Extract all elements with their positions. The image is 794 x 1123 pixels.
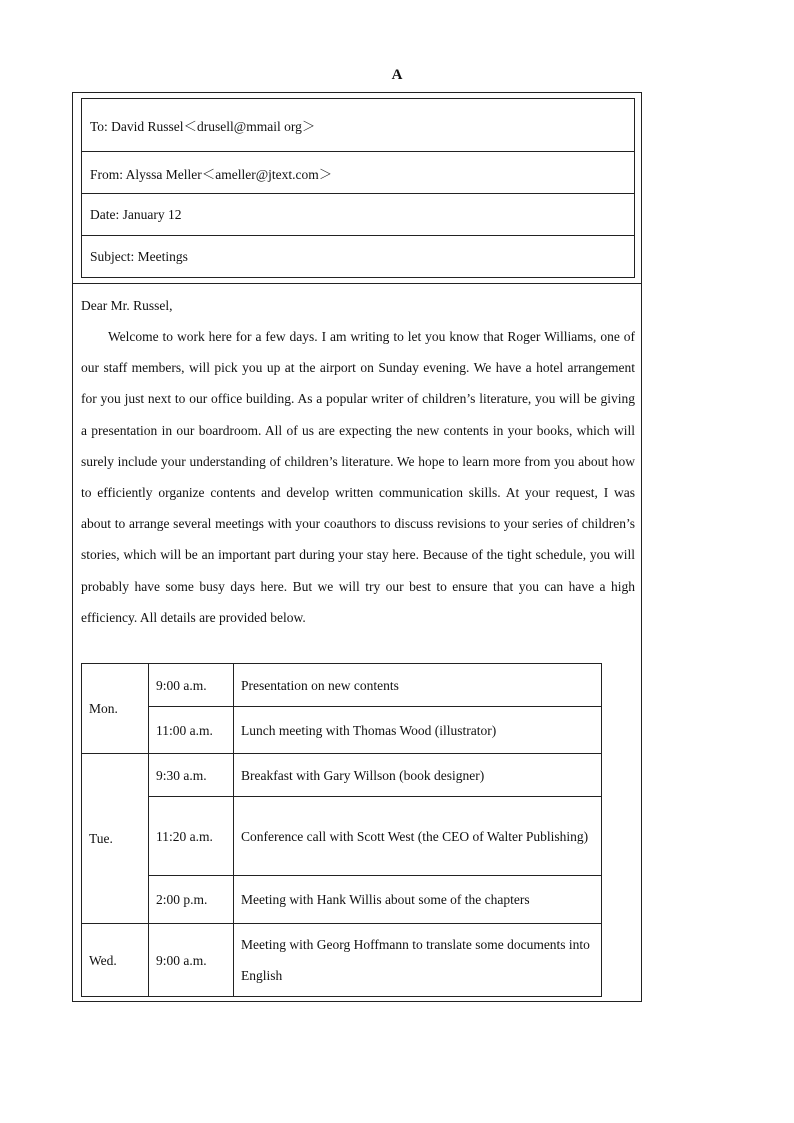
date-field: Date: January 12 <box>82 194 634 236</box>
time-cell: 9:30 a.m. <box>149 754 234 797</box>
time-cell: 11:00 a.m. <box>149 707 234 754</box>
letter-greeting: Dear Mr. Russel, <box>81 298 173 313</box>
table-row <box>82 924 602 997</box>
event-cell: Breakfast with Gary Willson (book designer) <box>234 754 602 797</box>
time-cell: 2:00 p.m. <box>149 876 234 924</box>
event-cell: Meeting with Georg Hoffmann to translate some documents into English <box>234 924 602 997</box>
time-cell: 9:00 a.m. <box>149 924 234 997</box>
table-row <box>82 707 602 754</box>
letter-paragraph: Welcome to work here for a few days. I am writing to let you know that Roger Williams, one of our staff members, will pick you up at the airport on Sunday evening. We have a hotel arrangement for you just next to our office building. As a popular writer of children’s literature, you will be giving a presentation in our boardroom. All of us are expecting the new contents in your books, which will surely include your understanding of children’s literature. We hope to learn more from you about how to efficiently organize contents and develop written communication skills. At your request, I was about to arrange several meetings with your coauthors to discuss revisions to your series of children’s stories, which will be an important part during your stay here. Because of the tight schedule, you will probably have some busy days here. But we will try our best to ensure that you can have a high efficiency. All details are provided below. <box>81 329 635 625</box>
time-cell: 9:00 a.m. <box>149 664 234 707</box>
page-heading: A <box>391 67 403 83</box>
table-row <box>82 754 602 797</box>
table-row <box>82 797 602 876</box>
email-header <box>81 98 635 278</box>
time-cell: 11:20 a.m. <box>149 797 234 876</box>
day-cell: Tue. <box>82 754 149 924</box>
day-cell: Mon. <box>82 664 149 754</box>
subject-field: Subject: Meetings <box>90 248 188 264</box>
table-row <box>82 664 602 707</box>
event-cell: Presentation on new contents <box>234 664 602 707</box>
event-cell: Lunch meeting with Thomas Wood (illustrator) <box>234 707 602 754</box>
from-field: From: Alyssa Meller＜ameller@jtext.com＞ <box>82 152 634 194</box>
letter-body <box>81 290 635 633</box>
schedule-table <box>81 663 602 997</box>
email-frame <box>72 92 642 1002</box>
day-cell: Wed. <box>82 924 149 997</box>
header-divider <box>73 283 641 284</box>
to-field: To: David Russel＜drusell@mmail org＞ <box>82 99 634 152</box>
table-row <box>82 876 602 924</box>
event-cell: Conference call with Scott West (the CEO of Walter Publishing) <box>234 797 602 876</box>
event-cell: Meeting with Hank Willis about some of the chapters <box>234 876 602 924</box>
